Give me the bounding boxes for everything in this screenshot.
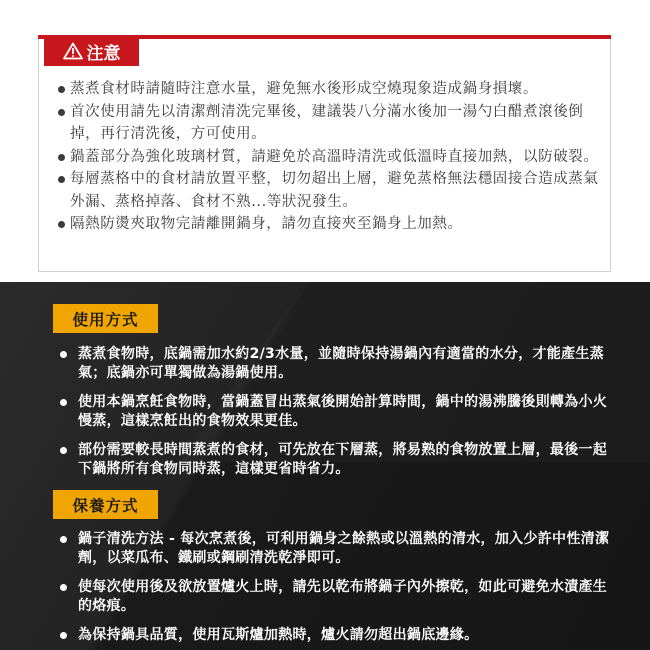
- caution-item: 首次使用請先以清潔劑清洗完畢後，建議裝八分滿水後加一湯勺白醋煮滾後倒掉，再行清洗後，方可使用。: [58, 101, 603, 146]
- bullet-dot: [60, 447, 67, 454]
- caution-item: 鍋蓋部分為強化玻璃材質，請避免於高溫時清洗或低溫時直接加熱，以防破裂。: [58, 146, 603, 169]
- caution-heading: [44, 36, 139, 66]
- care-heading: 保養方式: [53, 490, 158, 519]
- care-item: 使每次使用後及欲放置爐火上時，請先以乾布將鍋子內外擦乾，如此可避免水漬產生的烙痕。: [60, 578, 620, 615]
- bullet-dot: [58, 154, 65, 161]
- caution-item: 每層蒸格中的食材請放置平整，切勿超出上層，避免蒸格無法穩固接合造成蒸氣外漏、蒸格掉落、食材不熟...等狀況發生。: [58, 168, 603, 213]
- bullet-dot: [58, 109, 65, 116]
- caution-section: [0, 0, 650, 282]
- caution-item: 隔熱防燙夾取物完請離開鍋身，請勿直接夾至鍋身上加熱。: [58, 213, 603, 236]
- usage-item: 使用本鍋烹飪食物時，當鍋蓋冒出蒸氣後開始計算時間，鍋中的湯沸騰後則轉為小火慢蒸，這樣烹飪出的食物效果更佳。: [60, 393, 620, 430]
- bullet-dot: [60, 351, 67, 358]
- care-item: 為保持鍋具品質，使用瓦斯爐加熱時，爐火請勿超出鍋底邊緣。: [60, 626, 620, 645]
- caution-title: 注意: [86, 43, 121, 64]
- bullet-dot: [60, 536, 67, 543]
- care-item: 鍋子清洗方法 - 每次烹煮後，可利用鍋身之餘熱或以溫熱的清水，加入少許中性清潔劑，以菜瓜布、鐵刷或鋼刷清洗乾淨即可。: [60, 530, 620, 567]
- bullet-dot: [58, 221, 65, 228]
- usage-item: 蒸煮食物時，底鍋需加水約2/3水量，並隨時保持湯鍋內有適當的水分，才能產生蒸氣；底鍋亦可單獨做為湯鍋使用。: [60, 345, 620, 382]
- bullet-dot: [58, 86, 65, 93]
- bullet-dot: [60, 399, 67, 406]
- usage-list: [60, 345, 620, 489]
- caution-item: 蒸煮食材時請隨時注意水量，避免無水後形成空燒現象造成鍋身損壞。: [58, 78, 603, 101]
- bullet-dot: [60, 584, 67, 591]
- usage-heading: 使用方式: [53, 304, 158, 333]
- instructions-section: [0, 282, 650, 650]
- bullet-dot: [58, 176, 65, 183]
- usage-item: 部份需要較長時間蒸煮的食材，可先放在下層蒸，將易熟的食物放置上層，最後一起下鍋將所有食物同時蒸，這樣更省時省力。: [60, 441, 620, 478]
- caution-list: [58, 78, 603, 236]
- care-list: [60, 530, 620, 650]
- warning-triangle-icon: [63, 42, 83, 60]
- bullet-dot: [60, 632, 67, 639]
